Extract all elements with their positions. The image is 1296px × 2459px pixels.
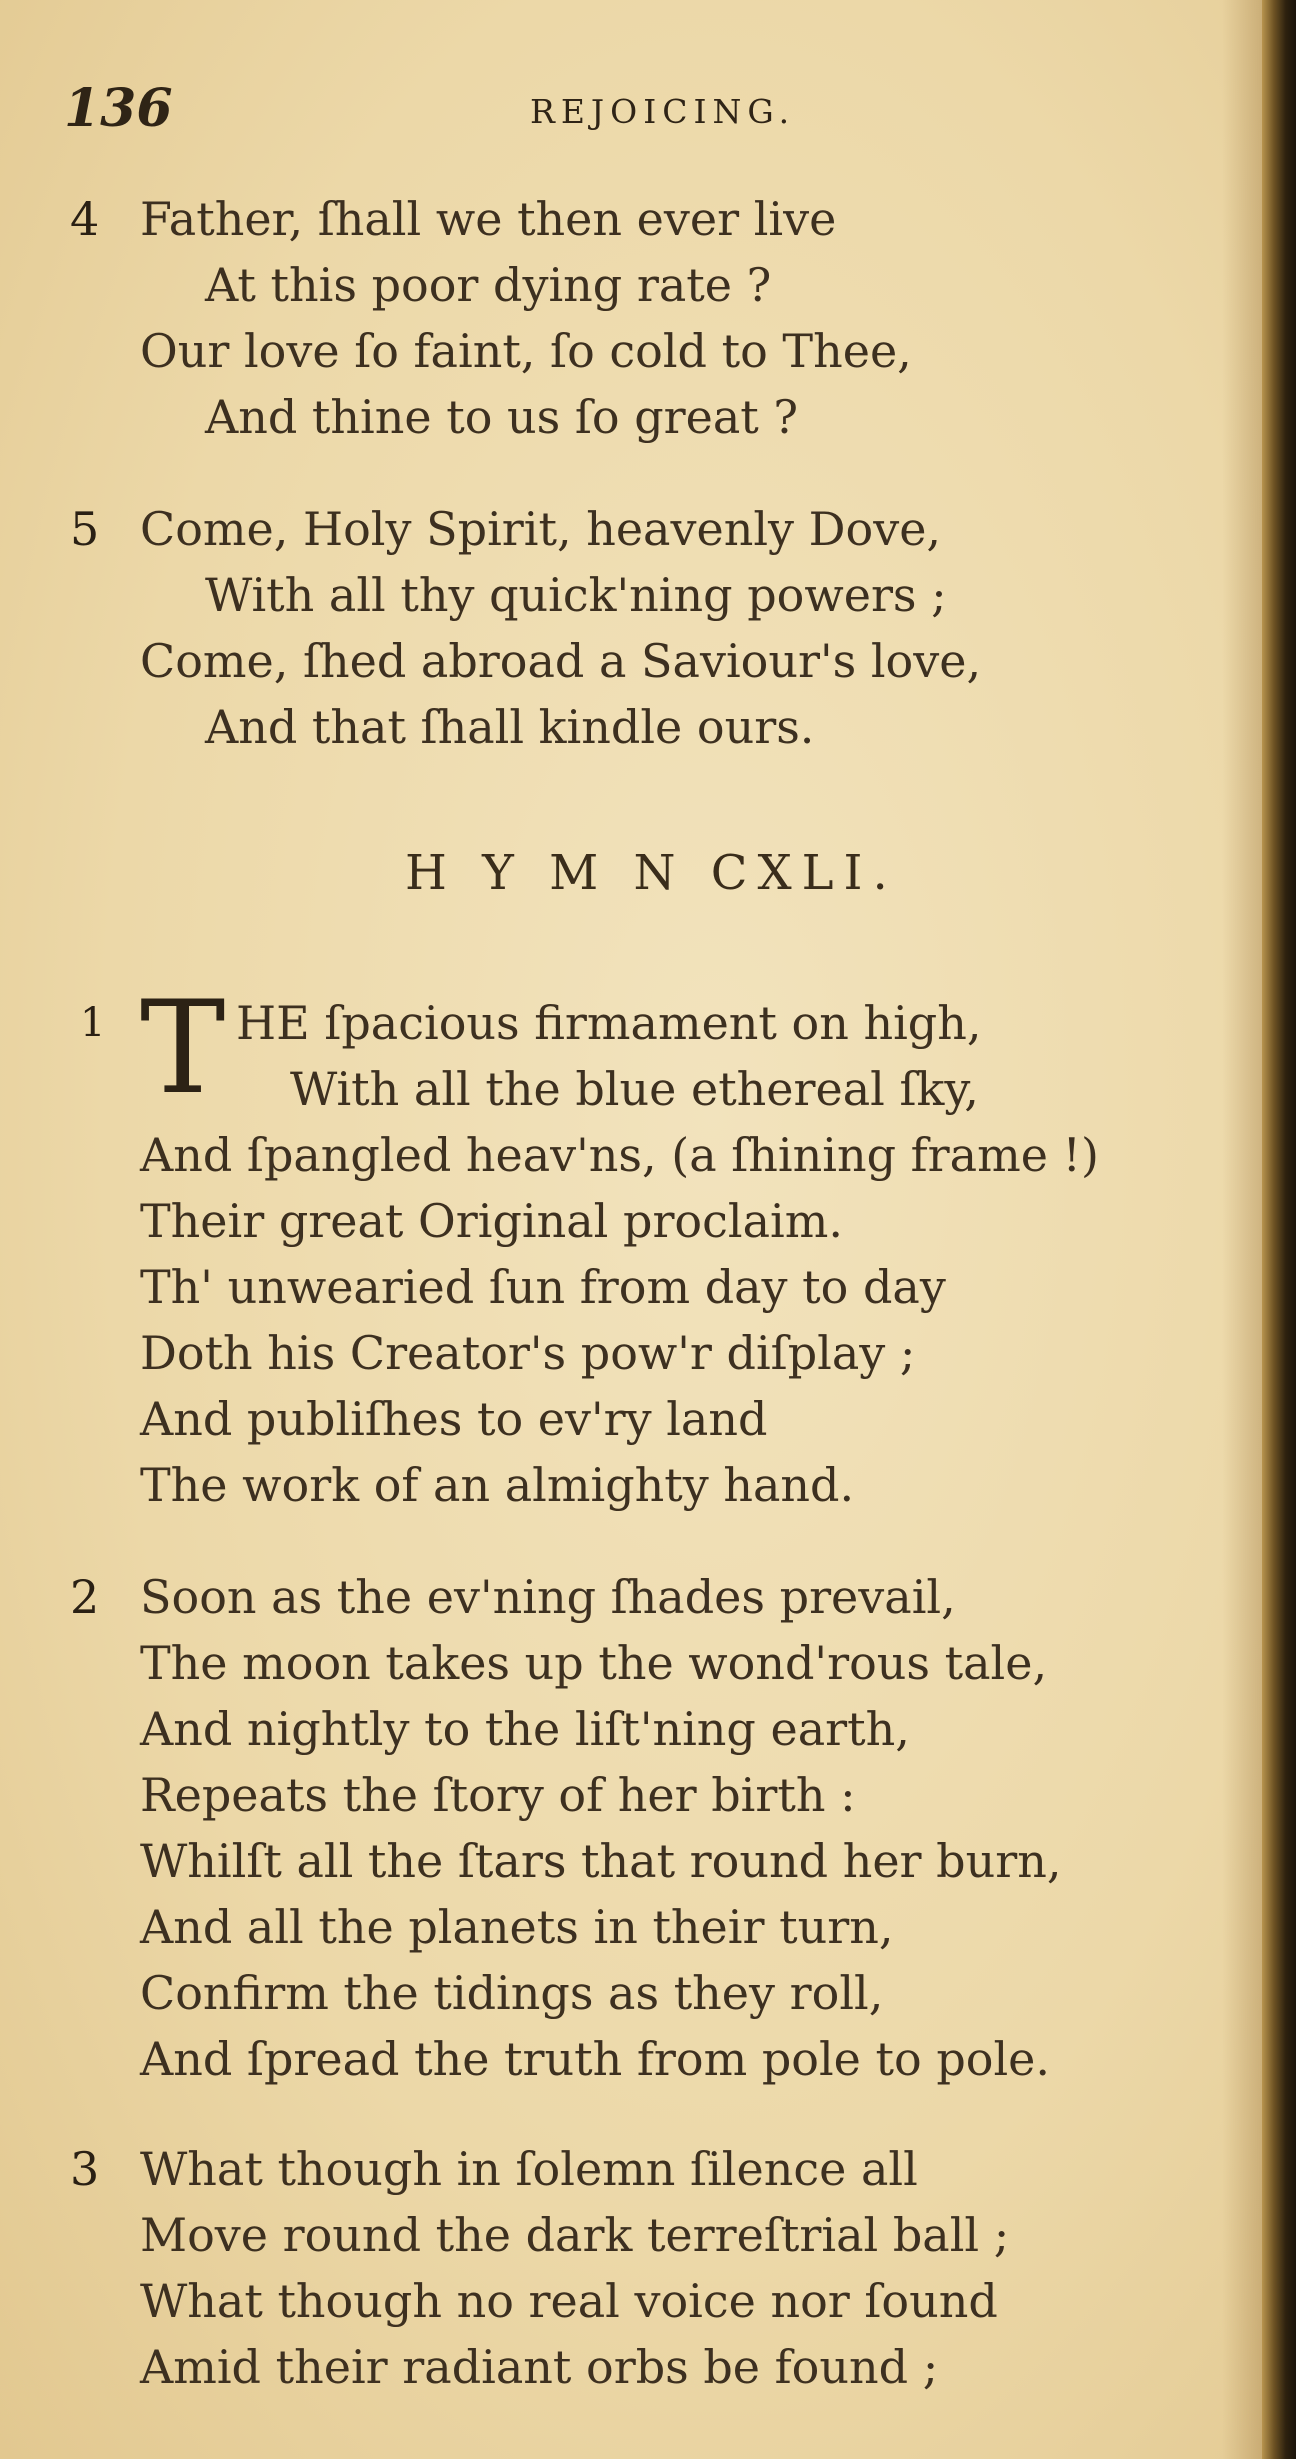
- stanza-line: [0, 1762, 1250, 1828]
- stanza-line: [0, 1960, 1250, 2026]
- stanza-line: [0, 1894, 1250, 1960]
- stanza-line: [0, 1696, 1250, 1762]
- stanza-line: [0, 2202, 1250, 2268]
- running-title: REJOICING.: [530, 92, 796, 131]
- stanza-line: [0, 628, 1250, 694]
- verse-text: Doth his Creator's pow'r diſplay ;: [140, 1326, 916, 1380]
- stanza-line: [0, 496, 1250, 562]
- verse-text: Our love ſo faint, ſo cold to Thee,: [140, 324, 912, 378]
- book-gutter: [1262, 0, 1296, 2459]
- stanza-number: 5: [70, 502, 100, 556]
- stanza-line: [0, 2334, 1250, 2400]
- verse-3: [0, 2136, 1250, 2400]
- verse-number: 1: [80, 1000, 106, 1046]
- stanza-5: [0, 496, 1250, 760]
- stanza-line: [0, 186, 1250, 252]
- verse-text: Repeats the ſtory of her birth :: [140, 1768, 856, 1822]
- verse-text: With all thy quick'ning powers ;: [205, 568, 947, 622]
- verse-text: And ſpread the truth from pole to pole.: [140, 2032, 1051, 2086]
- verse-text: Father, ſhall we then ever live: [140, 192, 837, 246]
- verse-text: HE ſpacious firmament on high,: [236, 996, 982, 1050]
- stanza-line: [0, 2136, 1250, 2202]
- stanza-line: [0, 1254, 1250, 1320]
- stanza-line: [0, 1320, 1250, 1386]
- stanza-number: 3: [70, 2142, 100, 2196]
- running-head: [0, 78, 1296, 138]
- verse-text: With all the blue ethereal ſky,: [290, 1062, 979, 1116]
- verse-text: At this poor dying rate ?: [205, 258, 772, 312]
- stanza-4: [0, 186, 1250, 450]
- verse-2: [0, 1564, 1250, 2092]
- stanza-line: [0, 1828, 1250, 1894]
- verse-text: Amid their radiant orbs be found ;: [140, 2340, 939, 2394]
- stanza-line: [0, 1386, 1250, 1452]
- verse-text: The moon takes up the wond'rous tale,: [140, 1636, 1048, 1690]
- stanza-line: [0, 1564, 1250, 1630]
- stanza-line: [0, 694, 1250, 760]
- verse-text: And all the planets in their turn,: [140, 1900, 894, 1954]
- stanza-line: [0, 1188, 1250, 1254]
- verse-text: And nightly to the liſt'ning earth,: [140, 1702, 910, 1756]
- hymn-title: H Y M N CXLI.: [405, 845, 898, 901]
- verse-text: And publiſhes to ev'ry land: [140, 1392, 768, 1446]
- verse-text: Whilſt all the ſtars that round her burn,: [140, 1834, 1062, 1888]
- verse-text: And that ſhall kindle ours.: [205, 700, 815, 754]
- verse-text: Soon as the ev'ning ſhades prevail,: [140, 1570, 956, 1624]
- stanza-line: [0, 1630, 1250, 1696]
- verse-text: Come, ſhed abroad a Saviour's love,: [140, 634, 982, 688]
- stanza-line: [0, 562, 1250, 628]
- verse-text: What though no real voice nor ſound: [140, 2274, 998, 2328]
- stanza-line: [0, 318, 1250, 384]
- stanza-line: [0, 1122, 1250, 1188]
- stanza-line: [0, 384, 1250, 450]
- verse-text: Move round the dark terreſtrial ball ;: [140, 2208, 1010, 2262]
- verse-text: Their great Original proclaim.: [140, 1194, 843, 1248]
- stanza-line: [0, 1452, 1250, 1518]
- verse-text: And ſpangled heav'ns, (a ſhining frame !): [140, 1128, 1099, 1182]
- verse-text: The work of an almighty hand.: [140, 1458, 855, 1512]
- verse-text: Come, Holy Spirit, heavenly Dove,: [140, 502, 942, 556]
- stanza-line: [0, 2026, 1250, 2092]
- stanza-number: 4: [70, 192, 100, 246]
- verse-text: And thine to us ſo great ?: [205, 390, 799, 444]
- verse-text: What though in ſolemn ſilence all: [140, 2142, 918, 2196]
- stanza-number: 2: [70, 1570, 100, 1624]
- stanza-line: [0, 2268, 1250, 2334]
- verse-text: Th' unwearied ſun from day to day: [140, 1260, 946, 1314]
- verse-1: [0, 1122, 1250, 1518]
- stanza-line: [0, 252, 1250, 318]
- drop-cap: T: [140, 974, 226, 1123]
- verse-text: Confirm the tidings as they roll,: [140, 1966, 884, 2020]
- page-number: 136: [64, 78, 173, 139]
